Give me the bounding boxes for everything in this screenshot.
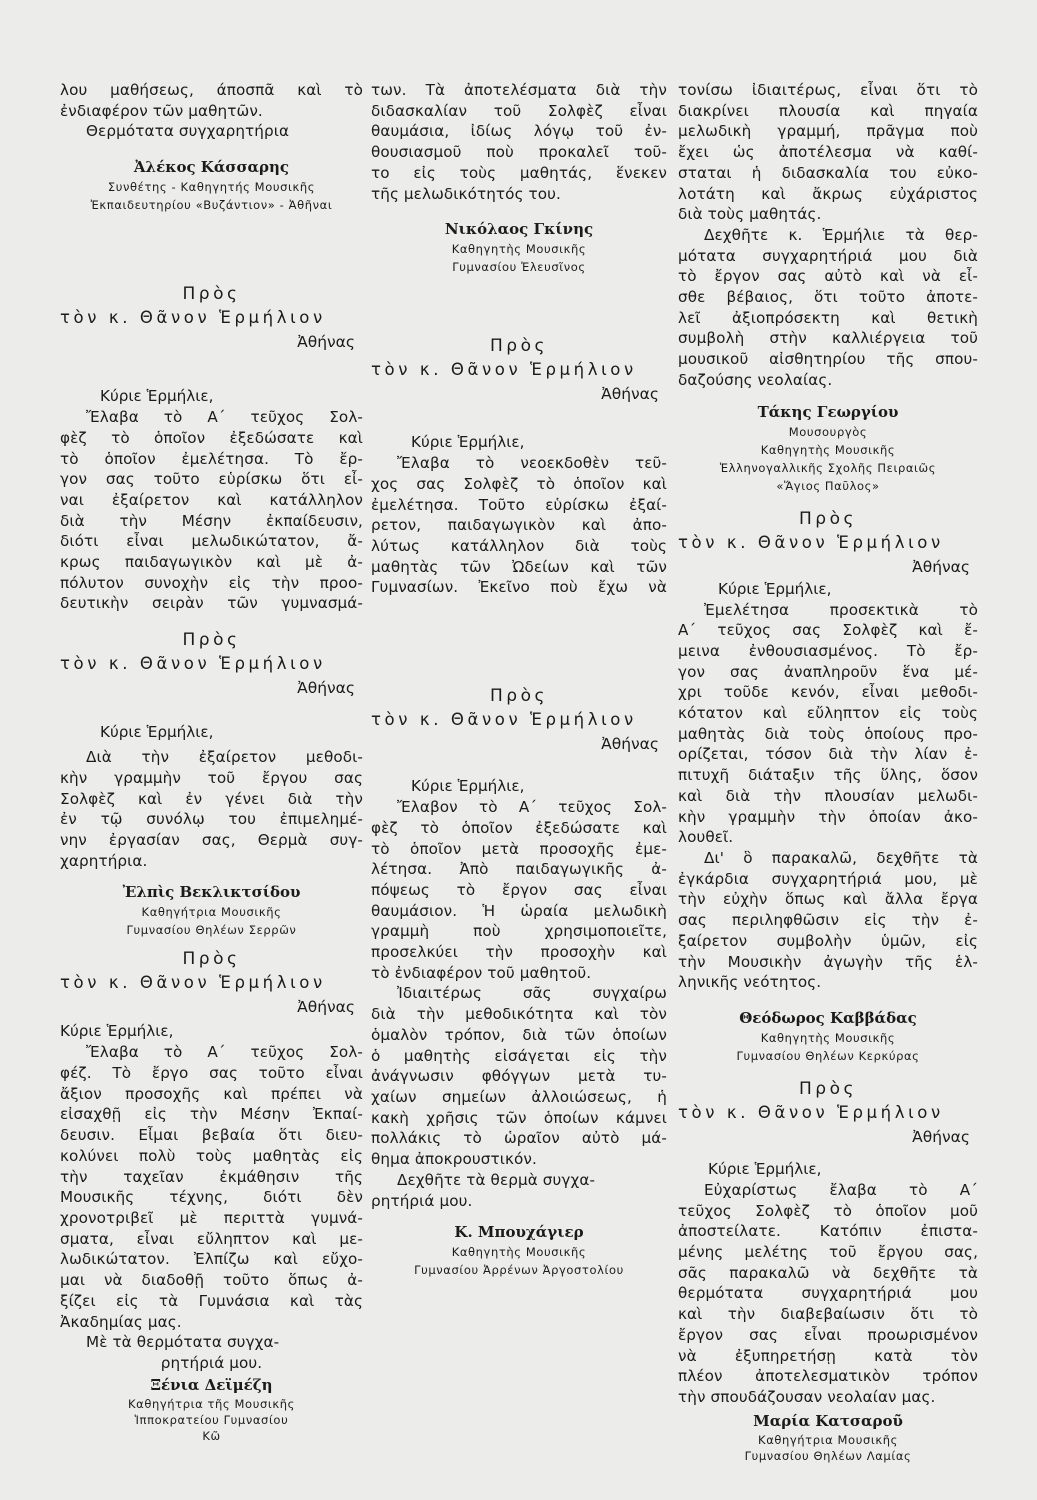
text-line: ἐν τῷ συνόλῳ του ἐπιμελημέ- — [60, 810, 363, 829]
text-line: τεῦχος Σολφὲζ τὸ ὁποῖον μοῦ — [678, 1201, 978, 1220]
signature-title: Καθηγήτρια Μουσικῆς — [758, 1432, 898, 1447]
text-line: τὴν Μουσικὴν ἀγωγὴν τῆς ἑλ- — [678, 952, 978, 971]
letter-salutation: Κύριε Ἑρμήλιε, — [100, 387, 214, 406]
text-line: ορίζεται, τόσον διὰ τὴν λίαν ἐ- — [678, 745, 978, 764]
text-line: λεῖ ἀξιοπρόσεκτη καὶ θετικὴ — [678, 308, 978, 327]
text-line: τὴν ταχεῖαν ἐκμάθησιν τῆς — [60, 1167, 363, 1186]
letter-address: τὸν κ. Θᾶνον Ἑρμήλιον — [678, 1102, 944, 1122]
letter-city: Ἀθήνας — [601, 735, 659, 754]
text-line: δαζούσης νεολαίας. — [678, 370, 833, 389]
letter-city: Ἀθήνας — [297, 998, 355, 1017]
text-line: χρονοτριβεῖ μὲ περιττὰ γυμνά- — [60, 1208, 363, 1227]
text-line: ναι ἐξαίρετον καὶ κατάλληλον — [60, 490, 363, 509]
text-line: τὸ ἐνδιαφέρον τοῦ μαθητοῦ. — [371, 963, 592, 982]
text-line: τῆς μελωδικότητός του. — [371, 184, 561, 203]
text-line: μότατα συγχαρητήριά μου διὰ — [678, 246, 978, 265]
letter-city: Ἀθήνας — [601, 385, 659, 404]
signature-title: Κῶ — [202, 1428, 221, 1443]
signature-name: Νικόλαος Γκίνης — [444, 220, 594, 239]
text-line: νὰ ἐξυπηρετήσῃ κατὰ τὸν — [678, 1346, 978, 1365]
text-line: ἄξιον προσοχῆς καὶ πρέπει νὰ — [60, 1084, 363, 1103]
text-line: χος σας Σολφὲζ τὸ ὁποῖον καὶ — [371, 474, 667, 493]
text-line: Μουσικῆς τέχνης, διότι δὲν — [60, 1188, 363, 1207]
text-line: Α΄ τεῦχος σας Σολφὲζ καὶ ἔ- — [678, 621, 978, 640]
signature-title: Καθηγητὴς Μουσικῆς — [760, 1030, 896, 1045]
text-line: ἀνάγνωσιν φθόγγων μετὰ τυ- — [371, 1067, 667, 1086]
text-line: ρετον, παιδαγωγικὸν καὶ ἀπο- — [371, 516, 667, 535]
text-line: διότι εἶναι μελωδικώτατον, ἄ- — [60, 532, 363, 551]
signature-title: Ἐκπαιδευτηρίου «Βυζάντιον» - Ἀθῆναι — [90, 198, 333, 213]
text-line: πιτυχῆ διάταξιν τῆς ὕλης, ὅσον — [678, 766, 978, 785]
signature-title: «Ἅγιος Παῦλος» — [776, 478, 880, 493]
text-line: καὶ τὴν διαβεβαίωσιν ὅτι τὸ — [678, 1305, 978, 1324]
signature-title: Ἑλληνογαλλικῆς Σχολῆς Πειραιῶς — [719, 460, 937, 475]
text-line: κακὴ χρῆσις τῶν ὁποίων κάμνει — [371, 1108, 667, 1127]
text-line: τονίσω ἰδιαιτέρως, εἶναι ὅτι τὸ — [678, 81, 978, 99]
text-line: μελωδικὴ γραμμή, πρᾶγμα ποὺ — [678, 122, 978, 141]
text-line: Ἔλαβα τὸ Α΄ τεῦχος Σολ- — [86, 408, 363, 427]
text-line: λοτάτη καὶ ἄκρως εὐχάριστος — [678, 184, 978, 203]
text-line: λου μαθήσεως, άποσπᾶ καὶ τὸ — [60, 81, 363, 99]
text-line: μαθητὰς τῶν Ὠδείων καὶ τῶν — [371, 557, 667, 576]
text-line: τὸ ὁποῖον μετὰ προσοχῆς ἐμε- — [371, 839, 667, 858]
text-line: καὶ διὰ τὴν πλουσίαν μελωδι- — [678, 786, 978, 805]
text-line: Ἔλαβα τὸ νεοεκδοθὲν τεῦ- — [397, 454, 667, 473]
text-line: φέζ. Τὸ ἔργο σας τοῦτο εἶναι — [60, 1064, 363, 1083]
signature-title: Καθηγητὴς Μουσικῆς — [451, 242, 587, 257]
letter-salutation: Κύριε Ἑρμήλιε, — [411, 777, 525, 796]
letter-salutation: Κύριε Ἑρμήλιε, — [708, 1159, 822, 1178]
text-line: λουθεῖ. — [678, 828, 734, 847]
text-line: το εἰς τοὺς μαθητάς, ἕνεκεν — [371, 163, 667, 182]
letter-city: Ἀθήνας — [297, 333, 355, 352]
letter-address: τὸν κ. Θᾶνον Ἑρμήλιον — [371, 710, 637, 730]
letter-salutation: Κύριε Ἑρμήλιε, — [718, 579, 832, 598]
text-line: Εὐχαρίστως ἔλαβα τὸ Α΄ — [704, 1180, 978, 1199]
text-line: ἐνδιαφέρον τῶν μαθητῶν. — [60, 101, 263, 120]
text-line: πόψεως τὸ ἔργον σας εἶναι — [371, 880, 667, 899]
letter-to: Πρὸς — [182, 949, 241, 970]
text-line: κρως παιδαγωγικὸν καὶ μὲ ἀ- — [60, 553, 363, 572]
text-line: πλέον ἀποτελεσματικὸν τρόπον — [678, 1367, 978, 1386]
text-line: τὴν εὐχὴν ὅπως καὶ ἄλλα ἔργα — [678, 890, 978, 909]
text-line: μένης μελέτης τοῦ ἔργου σας, — [678, 1243, 978, 1262]
text-line: μαι νὰ διαδοθῇ τοῦτο ὅπως ἀ- — [60, 1271, 363, 1290]
column-1 — [60, 80, 363, 1444]
signature-title: Ἱπποκρατείου Γυμνασίου — [134, 1412, 289, 1427]
text-line: σᾶς παρακαλῶ νὰ δεχθῆτε τὰ — [678, 1263, 978, 1282]
letter-address: τὸν κ. Θᾶνον Ἑρμήλιον — [60, 973, 326, 993]
letter-address: τὸν κ. Θᾶνον Ἑρμήλιον — [678, 532, 944, 552]
text-line: θαυμάσια, ἰδίως λόγῳ τοῦ ἐν- — [371, 122, 667, 141]
signature-title: Συνθέτης - Καθηγητής Μουσικῆς — [107, 180, 316, 195]
text-line: σταται ἡ διδασκαλία του εὐκο- — [678, 163, 978, 182]
closing-line: Θερμότατα συγχαρητήρια — [86, 122, 290, 141]
text-line: πόλυτον συνοχὴν εἰς τὴν προο- — [60, 573, 363, 592]
text-line: διακρίνει πλουσία καὶ πηγαία — [678, 101, 978, 120]
text-line: χαίων σημείων ἀλλοιώσεως, ἡ — [371, 1087, 667, 1106]
text-line: θερμότατα συγχαρητήριά μου — [678, 1284, 978, 1303]
text-line: γραμμὴ ποὺ χρησιμοποιεῖτε, — [371, 922, 667, 941]
text-line: χρι τοῦδε κενόν, εἶναι μεθοδι- — [678, 683, 978, 702]
text-line: σθε βέβαιος, ὅτι τοῦτο ἀποτε- — [678, 288, 978, 307]
closing-line: ρητήριά μου. — [160, 1353, 263, 1372]
letter-to: Πρὸς — [182, 284, 241, 305]
text-line: ξαίρετον συμβολὴν ὑμῶν, εἰς — [678, 931, 978, 950]
signature-title: Γυμνασίου Θηλέων Σερρῶν — [126, 923, 297, 938]
text-line: λέτησα. Ἀπὸ παιδαγωγικῆς ἀ- — [371, 860, 667, 879]
letter-salutation: Κύριε Ἑρμήλιε, — [60, 1022, 174, 1041]
closing-line: Δεχθῆτε τὰ θερμὰ συγχα- — [397, 1170, 596, 1189]
text-line: Διὰ τὴν ἐξαίρετον μεθοδι- — [86, 748, 363, 767]
signature-title: Γυμνασίου Θηλέων Λαμίας — [744, 1448, 912, 1463]
letter-address: τὸν κ. Θᾶνον Ἑρμήλιον — [60, 654, 326, 674]
text-line: τὸ ὁποῖον ἐμελέτησα. Τὸ ἔρ- — [60, 449, 363, 468]
letter-to: Πρὸς — [799, 508, 857, 529]
signature-title: Καθηγήτρια Μουσικῆς — [141, 905, 282, 920]
text-line: μαθητὰς διὰ τοὺς ὁποίους προ- — [678, 724, 978, 743]
text-line: θαυμάσιον. Ἡ ὡραία μελωδικὴ — [371, 901, 667, 920]
text-line: μεινα ἐνθουσιασμένος. Τὸ ἔρ- — [678, 641, 978, 660]
text-line: ὁ μαθητὴς εἰσάγεται εἰς τὴν — [371, 1046, 667, 1065]
text-line: Ἔλαβον τὸ Α΄ τεῦχος Σολ- — [397, 798, 667, 817]
text-line: Ἰδιαιτέρως σᾶς συγχαίρω — [397, 984, 667, 1003]
text-line: θουσιασμοῦ ποὺ προκαλεῖ τοῦ- — [371, 143, 667, 162]
text-line: Δεχθῆτε κ. Ἑρμήλιε τὰ θερ- — [704, 225, 978, 244]
text-line: των. Τὰ ἀποτελέσματα διὰ τὴν — [371, 81, 667, 99]
text-line: κολύνει πολὺ τοὺς μαθητὰς εἰς — [60, 1146, 363, 1165]
signature-name: Κ. Μπουχάγιερ — [454, 1223, 584, 1242]
text-line: Ἐμελέτησα προσεκτικὰ τὸ — [704, 600, 978, 619]
text-line: κότατον καὶ εὔληπτον εἰς τοὺς — [678, 704, 978, 723]
text-line: φὲζ τὸ ὁποῖον ἐξεδώσατε καὶ — [60, 428, 363, 447]
text-line: τὴν σπουδάζουσαν νεολαίαν μας. — [678, 1387, 936, 1406]
text-line: ἔχει ὡς ἀποτέλεσμα νὰ καθί- — [678, 143, 978, 162]
text-line: δευτικὴν σειρὰν τῶν γυμνασμά- — [60, 594, 363, 613]
text-line: δευσιν. Εἶμαι βεβαία ὅτι διευ- — [60, 1126, 363, 1145]
signature-name: Τάκης Γεωργίου — [757, 402, 899, 421]
text-line: ἀποστείλατε. Κατόπιν ἐπιστα- — [678, 1222, 978, 1241]
text-line: διὰ τὴν Μέσην ἐκπαίδευσιν, — [60, 511, 363, 530]
letter-salutation: Κύριε Ἑρμήλιε, — [411, 433, 525, 452]
text-line: Δι' ὃ παρακαλῶ, δεχθῆτε τὰ — [704, 848, 978, 867]
letter-to: Πρὸς — [490, 336, 548, 357]
text-line: κὴν γραμμὴν τὴν ὁποίαν ἀκο- — [678, 807, 978, 826]
letter-to: Πρὸς — [799, 1078, 857, 1099]
closing-line: ρητήριά μου. — [371, 1191, 473, 1210]
letter-city: Ἀθήνας — [297, 679, 355, 698]
signature-name: Μαρία Κατσαροῦ — [753, 1411, 903, 1430]
text-line: γον σας ἀναπληροῦν ἕνα μέ- — [678, 662, 978, 681]
text-line: λύτως κατάλληλον διὰ τοὺς — [371, 537, 667, 556]
closing-line: Μὲ τὰ θερμότατα συγχα- — [86, 1333, 280, 1352]
letter-city: Ἀθήνας — [912, 1127, 970, 1146]
signature-name: Θεόδωρος Καββάδας — [739, 1008, 917, 1027]
text-line: τὸ ἔργον σας αὐτὸ καὶ νὰ εἶ- — [678, 267, 978, 286]
text-line: ληνικῆς νεότητος. — [678, 973, 822, 992]
signature-name: Ξένια Δεϊμέζη — [150, 1375, 273, 1394]
signature-title: Γυμνασίου Ἀρρένων Ἀργοστολίου — [414, 1263, 624, 1278]
text-line: λωδικώτατον. Ἐλπίζω καὶ εὔχο- — [60, 1250, 363, 1269]
letter-address: τὸν κ. Θᾶνον Ἑρμήλιον — [60, 308, 326, 328]
letter-salutation: Κύριε Ἑρμήλιε, — [100, 723, 214, 742]
text-line: θημα ἀποκρουστικόν. — [371, 1150, 537, 1169]
text-line: διὰ τὴν μεθοδικότητα καὶ τὸν — [371, 1005, 667, 1024]
signature-title: Καθηγητὴς Μουσικῆς — [760, 442, 896, 457]
text-line: Γυμνασίων. Ἐκεῖνο ποὺ ἔχω νὰ — [371, 578, 667, 597]
signature-title: Γυμνασίου Θηλέων Κερκύρας — [736, 1048, 920, 1063]
text-line: φὲζ τὸ ὁποῖον ἐξεδώσατε καὶ — [371, 818, 667, 837]
signature-title: Καθηγητὴς Μουσικῆς — [451, 1245, 587, 1260]
text-line: ξίζει εἰς τὰ Γυμνάσια καὶ τὰς — [60, 1291, 363, 1310]
letter-address: τὸν κ. Θᾶνον Ἑρμήλιον — [371, 360, 637, 380]
letter-to: Πρὸς — [490, 686, 548, 707]
letter-to: Πρὸς — [182, 630, 241, 651]
text-line: εἰσαχθῇ εἰς τὴν Μέσην Ἐκπαί- — [60, 1105, 363, 1124]
text-line: συμβολὴ στὴν καλλιέργεια τοῦ — [678, 329, 978, 348]
text-line: ἐγκάρδια συγχαρητήριά μου, μὲ — [678, 869, 978, 888]
text-line: ὁμαλὸν τρόπον, διὰ τῶν ὁποίων — [371, 1025, 667, 1044]
text-line: μουσικοῦ αἰσθητηρίου τῆς σπου- — [678, 350, 978, 369]
text-line: ἔργον σας εἶναι προωρισμένον — [678, 1325, 978, 1344]
text-line: σματα, εἶναι εὔληπτον καὶ με- — [60, 1229, 363, 1248]
text-line: σας περιληφθῶσιν εἰς τὴν ἐ- — [678, 911, 978, 930]
text-line: Σολφὲζ καὶ ἐν γένει διὰ τὴν — [60, 789, 363, 808]
text-line: χαρητήρια. — [60, 851, 148, 870]
signature-title: Μουσουργὸς — [788, 424, 868, 439]
text-line: κὴν γραμμὴν τοῦ ἔργου σας — [60, 768, 363, 787]
text-line: γον σας τοῦτο εὑρίσκω ὅτι εἶ- — [60, 470, 363, 489]
text-line: νην ἐργασίαν σας, Θερμὰ συγ- — [60, 830, 363, 849]
letter-city: Ἀθήνας — [912, 557, 970, 576]
signature-name: Ἀλέκος Κάσσαρης — [133, 158, 290, 177]
text-line: πολλάκις τὸ ὡραῖον αὐτὸ μά- — [371, 1129, 667, 1148]
signature-name: Ἐλπὶς Βεκλικτσίδου — [122, 883, 301, 902]
signature-title: Καθηγήτρια τῆς Μουσικῆς — [128, 1396, 295, 1411]
signature-title: Γυμνασίου Ἐλευσῖνος — [452, 260, 586, 275]
text-line: Ἔλαβα τὸ Α΄ τεῦχος Σολ- — [86, 1043, 363, 1062]
text-line: Ἀκαδημίας μας. — [60, 1312, 182, 1331]
text-line: διὰ τοὺς μαθητάς. — [678, 205, 822, 224]
text-line: ἐμελέτησα. Τοῦτο εὑρίσκω ἐξαί- — [371, 495, 667, 514]
column-2 — [371, 80, 667, 1279]
text-line: προσελκύει τὴν προσοχὴν καὶ — [371, 943, 667, 962]
column-3 — [678, 80, 978, 1464]
text-line: διδασκαλίαν τοῦ Σολφὲζ εἶναι — [371, 101, 667, 120]
